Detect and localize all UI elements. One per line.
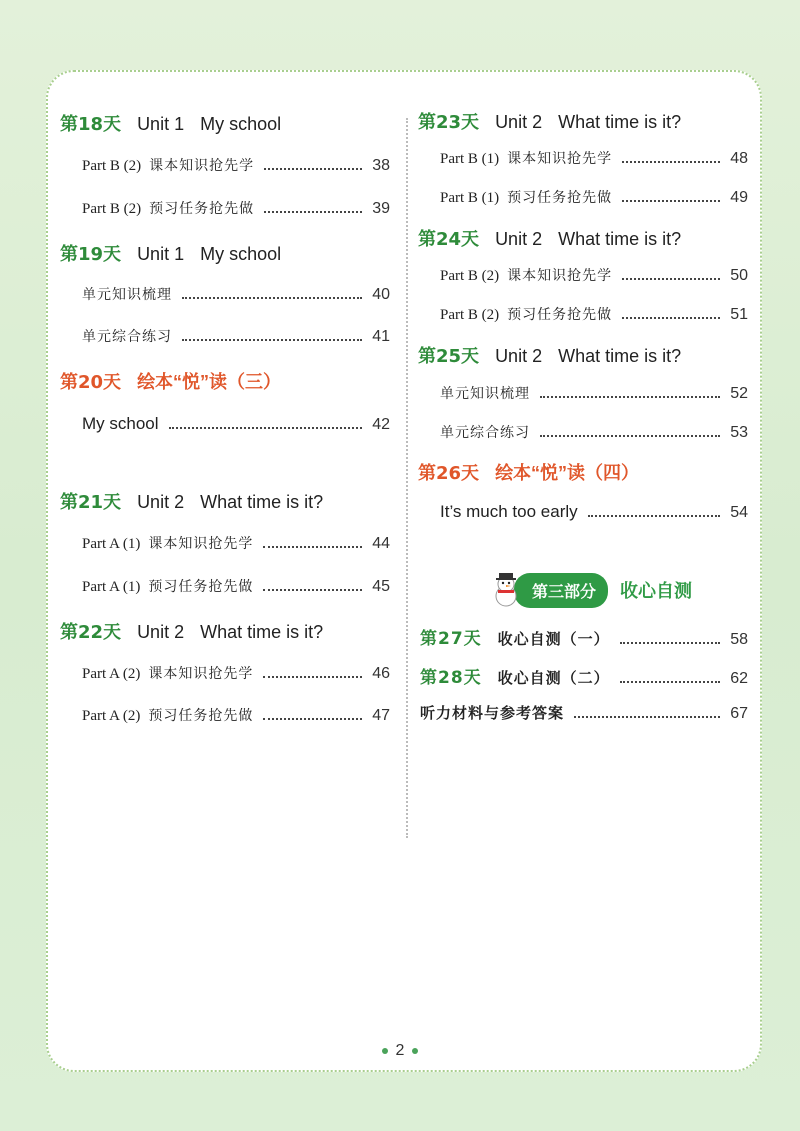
entry-label: 单元知识梳理 [82,287,172,303]
toc-heading [60,110,281,136]
part-label: Part A (1) [82,536,141,552]
leader-dots [264,168,362,170]
entry-label: It’s much too early [440,502,578,521]
entry-label: 预习任务抢先做 [149,201,255,217]
footer-dot [382,1048,388,1054]
heading-title: 绘本“悦”读（四） [495,463,640,483]
heading-title: What time is it? [200,622,324,642]
part-label: Part A (2) [82,666,141,682]
part-label: Part B (1) [440,151,500,167]
test-entry [420,663,748,688]
entry-label: My school [82,414,159,433]
toc-heading [60,368,281,394]
section-badge [488,572,692,608]
toc-entry [82,284,390,304]
page-ref: 67 [730,705,748,722]
unit-label: Unit 2 [495,112,543,132]
unit-label: Unit 2 [495,346,543,366]
toc-entry [82,155,390,175]
part-label: Part B (2) [82,201,142,217]
page-number: 2 [395,1042,405,1059]
leader-dots [182,297,362,299]
day-label: 第19天 [60,244,122,265]
unit-label: Unit 2 [137,492,185,512]
day-label: 第23天 [418,112,480,133]
page-ref: 50 [730,267,748,284]
page-ref: 48 [730,150,748,167]
entry-label: 课本知识抢先学 [148,536,254,552]
toc-entry [82,198,390,218]
section-badge-label: 第三部分 [514,573,608,608]
toc-heading [60,240,281,266]
toc-entry [440,502,748,522]
toc-entry [82,414,390,434]
entry-label: 预习任务抢先做 [148,708,254,724]
toc-entry [82,533,390,553]
page-ref: 47 [372,707,390,724]
toc-heading [418,342,681,368]
leader-dots [263,718,362,720]
footer-dot [412,1048,418,1054]
toc-heading [60,618,323,644]
page-ref: 53 [730,424,748,441]
leader-dots [574,716,720,718]
part-label: Part B (1) [440,190,500,206]
toc-heading [418,225,681,251]
page-ref: 58 [730,631,748,648]
page-ref: 39 [372,200,390,217]
unit-label: Unit 2 [137,622,185,642]
day-label: 第24天 [418,229,480,250]
page-ref: 46 [372,665,390,682]
test-entry [420,702,748,723]
leader-dots [622,161,720,163]
toc-entry [440,304,748,324]
entry-label: 听力材料与参考答案 [420,704,565,722]
entry-label: 预习任务抢先做 [148,579,254,595]
leader-dots [263,676,362,678]
entry-label: 课本知识抢先学 [149,158,255,174]
page-ref: 41 [372,328,390,345]
entry-label: 单元综合练习 [82,329,172,345]
unit-label: Unit 2 [495,229,543,249]
toc-entry [440,383,748,403]
part-label: Part B (2) [440,268,500,284]
leader-dots [622,278,720,280]
heading-title: What time is it? [200,492,324,512]
page-ref: 54 [730,504,748,521]
day-label: 第26天 [418,463,480,484]
entry-label: 课本知识抢先学 [507,151,613,167]
day-label: 第28天 [420,668,482,688]
leader-dots [169,427,363,429]
entry-label: 课本知识抢先学 [507,268,613,284]
entry-label: 单元知识梳理 [440,386,530,402]
toc-entry [440,148,748,168]
heading-title: What time is it? [558,112,682,132]
day-label: 第22天 [60,622,122,643]
leader-dots [588,515,721,517]
page-ref: 52 [730,385,748,402]
heading-title: What time is it? [558,229,682,249]
page-ref: 49 [730,189,748,206]
page-footer [0,1042,800,1060]
unit-label: Unit 1 [137,244,185,264]
entry-label: 收心自测（一） [497,630,610,648]
entry-label: 收心自测（二） [497,669,610,687]
heading-title: 绘本“悦”读（三） [137,372,282,392]
day-label: 第27天 [420,629,482,649]
toc-heading [60,488,323,514]
leader-dots [620,681,721,683]
leader-dots [620,642,721,644]
day-label: 第25天 [418,346,480,367]
toc-entry [440,422,748,442]
toc-entry [82,663,390,683]
leader-dots [263,589,362,591]
toc-entry [82,576,390,596]
toc-entry [440,265,748,285]
day-label: 第21天 [60,492,122,513]
leader-dots [540,396,720,398]
content-card [46,70,762,1072]
page-ref: 42 [372,416,390,433]
leader-dots [263,546,362,548]
toc-entry [82,326,390,346]
leader-dots [182,339,362,341]
heading-title: My school [200,244,282,264]
part-label: Part A (2) [82,708,141,724]
entry-label: 单元综合练习 [440,425,530,441]
leader-dots [622,200,720,202]
leader-dots [622,317,720,319]
page-ref: 38 [372,157,390,174]
part-label: Part B (2) [82,158,142,174]
leader-dots [540,435,720,437]
page-ref: 45 [372,578,390,595]
entry-label: 预习任务抢先做 [507,307,613,323]
toc-entry [82,705,390,725]
day-label: 第20天 [60,372,122,393]
entry-label: 预习任务抢先做 [507,190,613,206]
day-label: 第18天 [60,114,122,135]
page-ref: 62 [730,670,748,687]
snowman-icon [488,572,524,608]
toc-heading [418,459,639,485]
toc-heading [418,108,681,134]
unit-label: Unit 1 [137,114,185,134]
page-ref: 44 [372,535,390,552]
page-ref: 51 [730,306,748,323]
test-entry [420,624,748,649]
entry-label: 课本知识抢先学 [148,666,254,682]
page-ref: 40 [372,286,390,303]
toc-entry [440,187,748,207]
part-label: Part A (1) [82,579,141,595]
column-divider [406,118,408,838]
part-label: Part B (2) [440,307,500,323]
leader-dots [264,211,362,213]
section-title: 收心自测 [620,581,693,602]
heading-title: My school [200,114,282,134]
heading-title: What time is it? [558,346,682,366]
